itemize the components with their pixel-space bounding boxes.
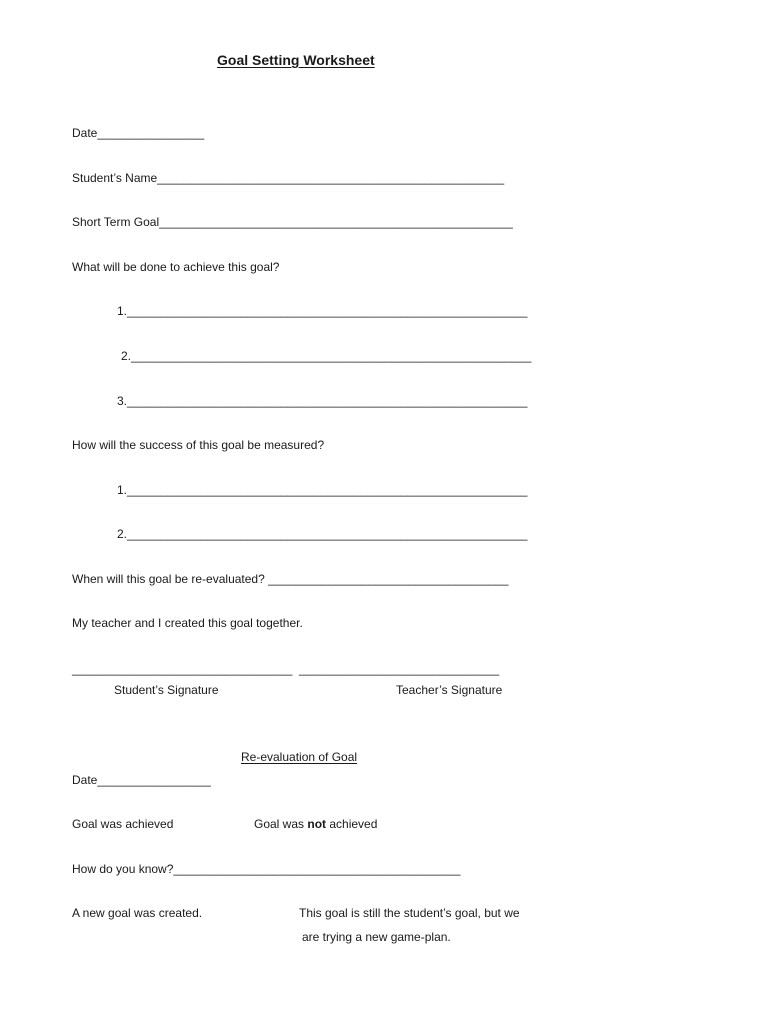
measure-item-1: 1.____________________________________________________________ <box>117 483 528 497</box>
achieve-question: What will be done to achieve this goal? <box>72 260 280 274</box>
still-goal-option-line1: This goal is still the student’s goal, but we <box>299 906 520 920</box>
measure-question: How will the success of this goal be measured? <box>72 438 325 452</box>
goal-not-achieved-suffix: achieved <box>326 817 378 831</box>
how-do-you-know-field: How do you know?___________________________________________ <box>72 862 461 876</box>
student-name-field: Student’s Name____________________________________________________ <box>72 171 505 185</box>
reevaluate-question: When will this goal be re-evaluated? ____________________________________ <box>72 572 509 586</box>
student-signature-line: _________________________________ <box>72 662 293 676</box>
teacher-signature-line: ______________________________ <box>299 662 500 676</box>
created-together-text: My teacher and I created this goal together. <box>72 616 303 630</box>
achieve-item-2: 2.____________________________________________________________ <box>121 349 532 363</box>
goal-not-achieved-emphasis: not <box>307 817 327 831</box>
short-term-goal-field: Short Term Goal_____________________________________________________ <box>72 215 513 229</box>
still-goal-option-line2: are trying a new game-plan. <box>302 930 451 944</box>
teacher-signature-label: Teacher’s Signature <box>396 683 503 697</box>
measure-item-2: 2.____________________________________________________________ <box>117 527 528 541</box>
goal-not-achieved-option <box>254 817 377 831</box>
reevaluation-heading: Re-evaluation of Goal <box>241 750 358 764</box>
achieve-item-3: 3.____________________________________________________________ <box>117 394 528 408</box>
goal-achieved-option: Goal was achieved <box>72 817 174 831</box>
reevaluation-date-field: Date_________________ <box>72 773 211 787</box>
achieve-item-1: 1.____________________________________________________________ <box>117 304 528 318</box>
new-goal-option: A new goal was created. <box>72 906 203 920</box>
date-field: Date________________ <box>72 126 205 140</box>
page-title: Goal Setting Worksheet <box>217 52 375 68</box>
student-signature-label: Student’s Signature <box>114 683 219 697</box>
goal-not-achieved-prefix: Goal was <box>254 817 308 831</box>
